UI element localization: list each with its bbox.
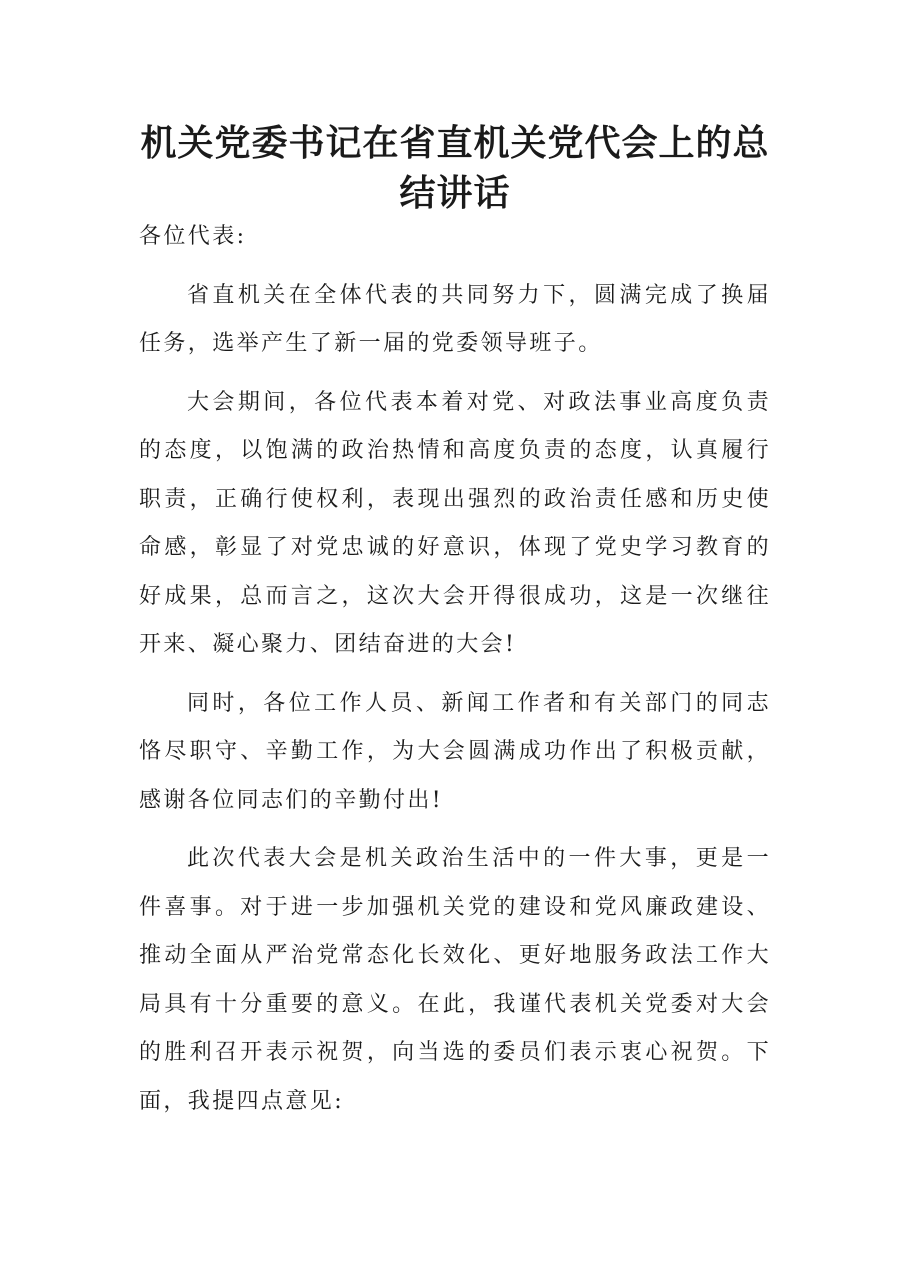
salutation: 各位代表: bbox=[139, 224, 247, 249]
paragraph-3: 同时，各位工作人员、新闻工作者和有关部门的同志恪尽职守、辛勤工作，为大会圆满成功作出了积极贡献，感谢各位同志们的辛勤付出! bbox=[139, 690, 771, 813]
paragraph-4: 此次代表大会是机关政治生活中的一件大事，更是一件喜事。对于进一步加强机关党的建设和党风廉政建设、推动全面从严治党常态化长效化、更好地服务政法工作大局具有十分重要的意义。在此，我谨代表机关党委对大会的胜利召开表示祝贺，向当选的委员们表示衷心祝贺。下面，我提四点意见: bbox=[139, 846, 771, 1114]
document-title: 机关党委书记在省直机关党代会上的总结讲话 bbox=[140, 122, 770, 214]
document-body bbox=[139, 213, 771, 1136]
paragraph-1: 省直机关在全体代表的共同努力下，圆满完成了换届任务，选举产生了新一届的党委领导班子。 bbox=[139, 282, 771, 356]
paragraph-2: 大会期间，各位代表本着对党、对政法事业高度负责的态度，以饱满的政治热情和高度负责的态度，认真履行职责，正确行使权利，表现出强烈的政治责任感和历史使命感，彰显了对党忠诚的好意识，体现了党史学习教育的好成果，总而言之，这次大会开得很成功，这是一次继往开来、凝心聚力、团结奋进的大会! bbox=[139, 389, 771, 657]
